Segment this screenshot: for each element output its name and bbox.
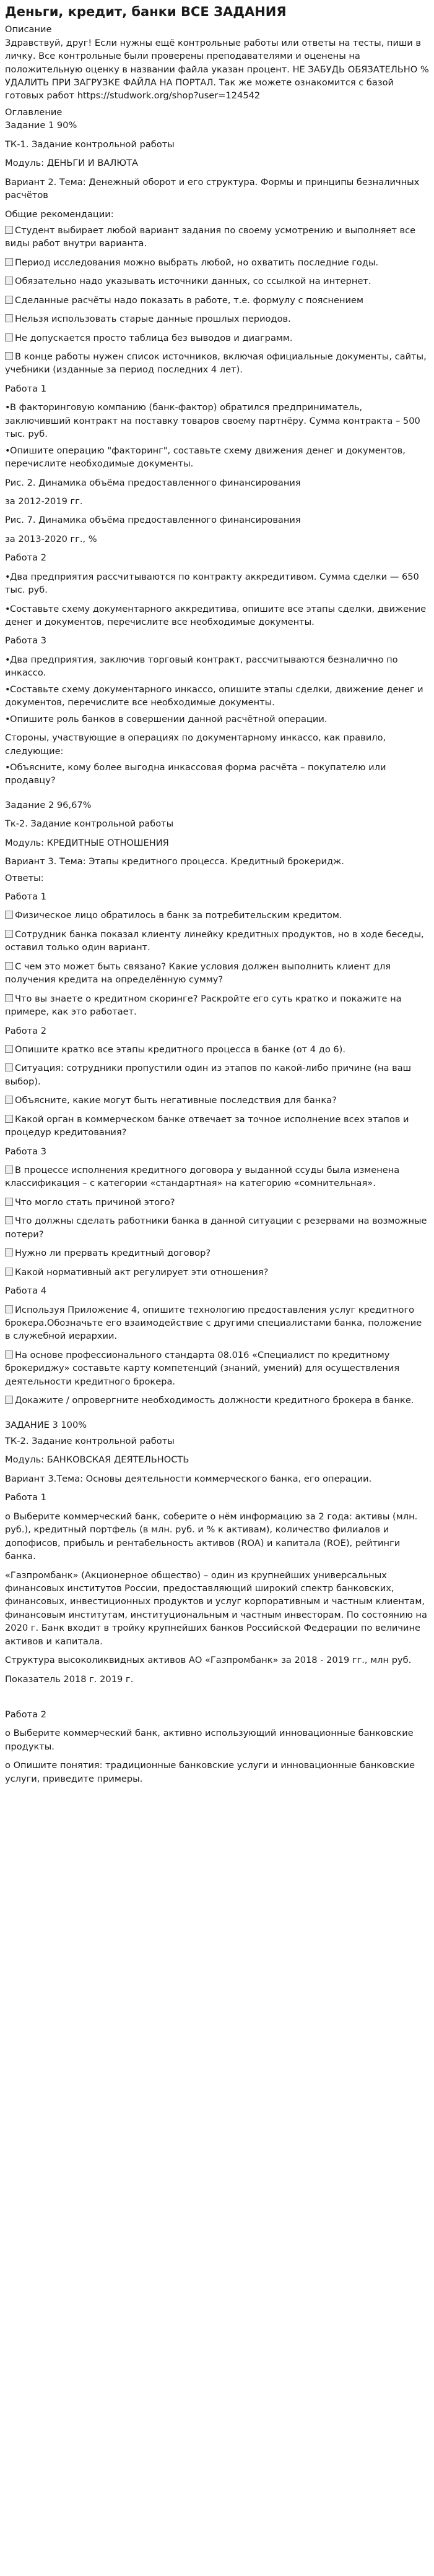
intro-text: Здравствуй, друг! Если нужны ещё контрольные работы или ответы на тесты, пиши в личку. Все контрольные были проверены преподавателями и оценены на положительную оценку в названии файла указан процент. НЕ ЗАБУДЬ ОБЯЗАТЕЛЬНО % УДАЛИТЬ ПРИ ЗАГРУЗКЕ ФАЙЛА НА ПОРТАЛ. Так же можете ознакомится с базой готовых работ https://studwork.org/shop?user=124542: [5, 37, 429, 101]
emoji-placeholder-icon: [5, 962, 13, 970]
list-item: •Опишите роль банков в совершении данной расчётной операции.: [5, 713, 429, 726]
emoji-placeholder-icon: [5, 352, 13, 360]
bullet-icon: •: [5, 603, 11, 614]
figure-period: за 2013-2020 гг., %: [5, 533, 97, 544]
list-item: о Выберите коммерческий банк, соберите о нём информацию за 2 года: активы (млн. руб.), кредитный портфель (в млн. руб. и % к активам), количество филиалов и допофисов, прибыль и рентабельность активов (ROA) и капитала (ROE), рейтинги банка.: [5, 1511, 418, 1562]
list-item: •Объясните, кому более выгодна инкассовая форма расчёта – покупателю или продавцу?: [5, 762, 386, 786]
task1-rec: Период исследования можно выбрать любой, но охватить последние годы.: [5, 256, 429, 269]
list-item: Опишите кратко все этапы кредитного процесса в банке (от 4 до 6).: [5, 1043, 429, 1056]
task2-work1-heading: Работа 1: [5, 891, 47, 903]
emoji-placeholder-icon: [5, 930, 13, 938]
task3-tk: ТК-2. Задание контрольной работы: [5, 1436, 175, 1447]
task2-work3-heading: Работа 3: [5, 1146, 47, 1157]
task1-tk: ТК-1. Задание контрольной работы: [5, 139, 175, 150]
list-item: Нужно ли прервать кредитный договор?: [5, 1247, 429, 1260]
emoji-placeholder-icon: [5, 1248, 13, 1256]
list-item: Физическое лицо обратилось в банк за потребительским кредитом.: [5, 909, 429, 922]
emoji-placeholder-icon: [5, 277, 13, 285]
task3-work2-heading: Работа 2: [5, 1709, 47, 1720]
list-item: •Два предприятия, заключив торговый контракт, рассчитываются безналично по инкассо.: [5, 654, 398, 679]
toc-heading: Оглавление: [5, 106, 63, 118]
task3-work1-heading: Работа 1: [5, 1492, 47, 1503]
list-item: В процессе исполнения кредитного договора у выданной ссуды была изменена классификация – с категории «стандартная» на категорию «сомнительная».: [5, 1165, 400, 1189]
bullet-icon: •: [5, 684, 11, 695]
list-item: Какой орган в коммерческом банке отвечает за точное исполнение всех этапов и процедур кредитования?: [5, 1114, 409, 1138]
list-item: •Опишите операцию "факторинг", составьте схему движения денег и документов, перечислите необходимые документы.: [5, 445, 406, 470]
emoji-placeholder-icon: [5, 1115, 13, 1123]
list-item: Что могло стать причиной этого?: [5, 1196, 429, 1209]
task1-rec: Сделанные расчёты надо показать в работе, т.е. формулу с пояснением: [5, 294, 429, 307]
task3-header: ЗАДАНИЕ 3 100%: [5, 1419, 87, 1430]
task1-rec: В конце работы нужен список источников, включая официальные документы, сайты, учебники (изданные за период последних 4 лет).: [5, 351, 427, 376]
list-item: •В факторинговую компанию (банк-фактор) обратился предприниматель, заключивший контракт на поставку товаров своему партнёру. Сумма контракта – 500 тыс. руб.: [5, 402, 420, 440]
figure-period: за 2012-2019 гг.: [5, 496, 83, 507]
bullet-icon: •: [5, 445, 11, 456]
bullet-icon: •: [5, 571, 11, 582]
emoji-placeholder-icon: [5, 1396, 13, 1404]
list-item: Что вы знаете о кредитном скоринге? Раскройте его суть кратко и покажите на примере, как это работает.: [5, 993, 402, 1018]
emoji-placeholder-icon: [5, 1045, 13, 1053]
bullet-icon: •: [5, 402, 11, 413]
task1-module: Модуль: ДЕНЬГИ И ВАЛЮТА: [5, 158, 138, 169]
task1-variant: Вариант 2. Тема: Денежный оборот и его структура. Формы и принципы безналичных расчётов: [5, 176, 420, 201]
bullet-icon: •: [5, 713, 11, 724]
task1-work1-heading: Работа 1: [5, 383, 47, 394]
emoji-placeholder-icon: [5, 1166, 13, 1174]
task3-module: Модуль: БАНКОВСКАЯ ДЕЯТЕЛЬНОСТЬ: [5, 1454, 189, 1466]
task1-recs-heading: Общие рекомендации:: [5, 208, 114, 220]
task2-variant: Вариант 3. Тема: Этапы кредитного процесса. Кредитный брокеридж.: [5, 856, 344, 867]
bullet-icon: •: [5, 762, 11, 773]
description-heading: Описание: [5, 24, 52, 35]
list-item: Какой нормативный акт регулирует эти отношения?: [5, 1266, 429, 1279]
emoji-placeholder-icon: [5, 1268, 13, 1276]
list-item: Объясните, какие могут быть негативные последствия для банка?: [5, 1094, 429, 1107]
list-item: Докажите / опровергните необходимость должности кредитного брокера в банке.: [5, 1394, 429, 1407]
task2-header: Задание 2 96,67%: [5, 799, 92, 810]
figure-caption: Рис. 7. Динамика объёма предоставленного финансирования: [5, 515, 301, 526]
page-title: Деньги, кредит, банки ВСЕ ЗАДАНИЯ: [5, 4, 287, 19]
task2-tk: Тк-2. Задание контрольной работы: [5, 818, 174, 830]
list-item: •Два предприятия рассчитываются по контракту аккредитивом. Сумма сделки — 650 тыс. руб.: [5, 571, 419, 596]
list-item: Структура высоколиквидных активов АО «Газпромбанк» за 2018 - 2019 гг., млн руб.: [5, 1655, 412, 1666]
list-item: о Опишите понятия: традиционные банковские услуги и инновационные банковские услуги, приведите примеры.: [5, 1760, 415, 1784]
list-item: Что должны сделать работники банка в данной ситуации с резервами на возможные потери?: [5, 1216, 427, 1240]
emoji-placeholder-icon: [5, 226, 13, 234]
emoji-placeholder-icon: [5, 1305, 13, 1313]
emoji-placeholder-icon: [5, 314, 13, 322]
emoji-placeholder-icon: [5, 1198, 13, 1206]
task1-rec: Не допускается просто таблица без выводов и диаграмм.: [5, 332, 429, 345]
emoji-placeholder-icon: [5, 296, 13, 304]
figure-caption: Рис. 2. Динамика объёма предоставленного финансирования: [5, 477, 301, 488]
list-item: •Составьте схему документарного аккредитива, опишите все этапы сделки, движение денег и документов, перечислите все необходимые документы.: [5, 603, 427, 628]
emoji-placeholder-icon: [5, 994, 13, 1002]
task3-variant: Вариант 3.Тема: Основы деятельности коммерческого банка, его операции.: [5, 1473, 372, 1484]
emoji-placeholder-icon: [5, 1216, 13, 1224]
emoji-placeholder-icon: [5, 1096, 13, 1104]
list-item: С чем это может быть связано? Какие условия должен выполнить клиент для получения кредита на определённую сумму?: [5, 961, 391, 985]
emoji-placeholder-icon: [5, 258, 13, 266]
task1-header: Задание 1 90%: [5, 120, 77, 131]
list-item: На основе профессионального стандарта 08.016 «Специалист по кредитному брокериджу» составьте карту компетенций (знаний, умений) для осуществления деятельности кредитного брокера.: [5, 1349, 400, 1387]
list-item: Сотрудник банка показал клиенту линейку кредитных продуктов, но в ходе беседы, оставил только один вариант.: [5, 929, 424, 953]
parties-text: Стороны, участвующие в операциях по документарному инкассо, как правило, следующие:: [5, 732, 386, 757]
list-item: •Составьте схему документарного инкассо, опишите этапы сделки, движение денег и документов, перечислите все необходимые документы.: [5, 684, 423, 708]
task1-work2-heading: Работа 2: [5, 552, 47, 564]
task2-work4-heading: Работа 4: [5, 1286, 47, 1297]
task1-work3-heading: Работа 3: [5, 635, 47, 646]
emoji-placeholder-icon: [5, 911, 13, 919]
emoji-placeholder-icon: [5, 1350, 13, 1359]
task2-work2-heading: Работа 2: [5, 1025, 47, 1036]
list-item: Ситуация: сотрудники пропустили один из этапов по какой-либо причине (на ваш выбор).: [5, 1063, 412, 1087]
list-item: о Выберите коммерческий банк, активно использующий инновационные банковские продукты.: [5, 1728, 414, 1752]
emoji-placeholder-icon: [5, 1063, 13, 1071]
task1-rec: Нельзя использовать старые данные прошлых периодов.: [5, 312, 429, 325]
task2-module: Модуль: КРЕДИТНЫЕ ОТНОШЕНИЯ: [5, 837, 169, 848]
task2-answers-heading: Ответы:: [5, 872, 44, 883]
emoji-placeholder-icon: [5, 333, 13, 341]
task1-rec: Обязательно надо указывать источники данных, со ссылкой на интернет.: [5, 275, 429, 288]
list-item: Используя Приложение 4, опишите технологию предоставления услуг кредитного брокера.Обозначьте его взаимодействие с другими специалистами банка, положение в служебной иерархии.: [5, 1304, 422, 1342]
bullet-icon: •: [5, 654, 11, 665]
list-item: «Газпромбанк» (Акционерное общество) – один из крупнейших универсальных финансовых институтов России, предоставляющий широкий спектр банковских, финансовых, инвестиционных продуктов и услуг корпоративным и частным клиентам, финансовым институтам, институциональным и частным инвесторам. По состоянию на 2020 г. Банк входит в тройку крупнейших банков Российской Федерации по величине активов и капитала.: [5, 1569, 427, 1647]
list-item: Показатель 2018 г. 2019 г.: [5, 1673, 134, 1685]
task1-rec: Студент выбирает любой вариант задания по своему усмотрению и выполняет все виды работ внутри варианта.: [5, 225, 416, 249]
